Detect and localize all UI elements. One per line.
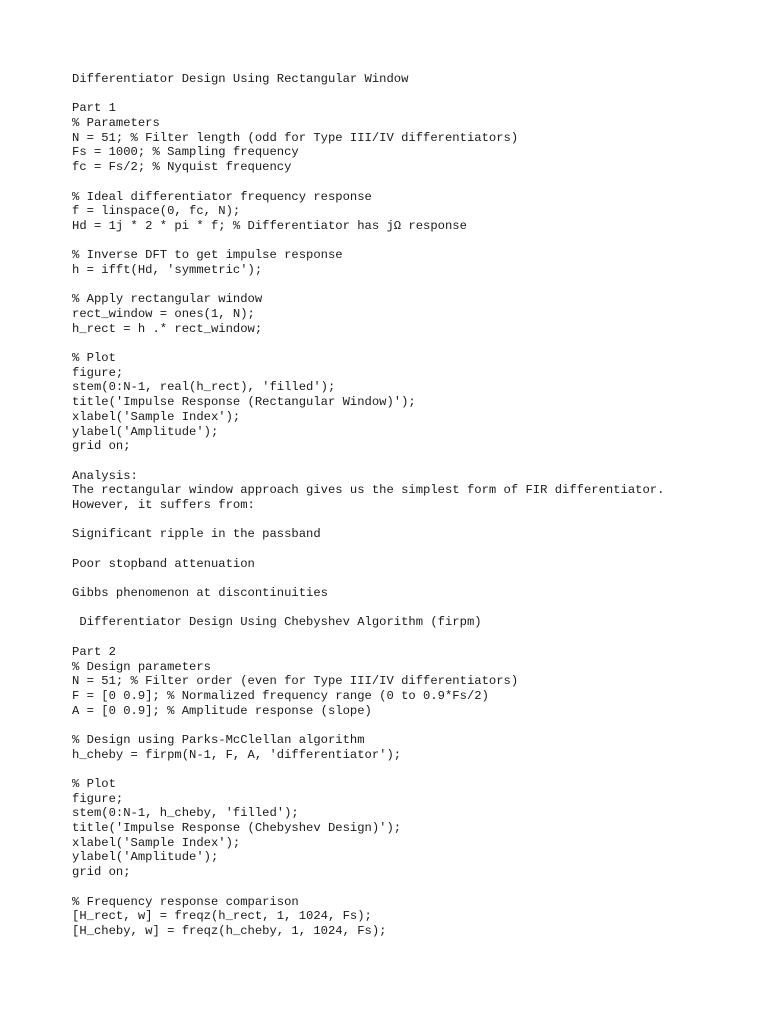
text-line: % Apply rectangular window: [72, 292, 263, 307]
text-line: % Design using Parks-McClellan algorithm: [72, 732, 365, 747]
blank-line: [72, 718, 732, 733]
text-line: [H_cheby, w] = freqz(h_cheby, 1, 1024, Fs);: [72, 923, 387, 938]
text-line: Part 1: [72, 101, 116, 116]
text-line: % Design parameters: [72, 659, 211, 674]
text-line: grid on;: [72, 865, 131, 880]
text-line: xlabel('Sample Index');: [72, 835, 241, 850]
text-line: stem(0:N-1, h_cheby, 'filled');: [72, 806, 299, 821]
blank-line: [72, 601, 732, 616]
text-line: title('Impulse Response (Chebyshev Design)');: [72, 821, 402, 836]
text-line: % Parameters: [72, 116, 160, 131]
text-line: ylabel('Amplitude');: [72, 850, 219, 865]
text-line: However, it suffers from:: [72, 497, 255, 512]
blank-line: [72, 454, 732, 469]
text-line: Poor stopband attenuation: [72, 556, 255, 571]
text-line: % Plot: [72, 777, 116, 791]
document-content: [72, 72, 732, 939]
text-line: N = 51; % Filter order (even for Type III/IV differentiators): [72, 674, 519, 689]
blank-line: [72, 630, 732, 645]
blank-line: [72, 880, 732, 895]
text-line: rect_window = ones(1, N);: [72, 307, 255, 321]
text-line: The rectangular window approach gives us the simplest form of FIR differentiator.: [72, 483, 665, 498]
blank-line: [72, 175, 732, 190]
text-line: Gibbs phenomenon at discontinuities: [72, 586, 328, 601]
text-line: Hd = 1j * 2 * pi * f; % Differentiator has jΩ response: [72, 218, 467, 233]
text-line: h_cheby = firpm(N-1, F, A, 'differentiator');: [72, 747, 402, 762]
blank-line: [72, 336, 732, 351]
text-line: Fs = 1000; % Sampling frequency: [72, 145, 299, 160]
text-line: h_rect = h .* rect_window;: [72, 321, 263, 336]
blank-line: [72, 542, 732, 557]
text-line: Analysis:: [72, 468, 138, 483]
text-line: xlabel('Sample Index');: [72, 409, 241, 424]
document-page: [72, 72, 732, 939]
text-line: [H_rect, w] = freqz(h_rect, 1, 1024, Fs);: [72, 909, 372, 924]
text-line: fc = Fs/2; % Nyquist frequency: [72, 160, 292, 175]
text-line: % Plot: [72, 351, 116, 366]
text-line: % Frequency response comparison: [72, 894, 299, 909]
blank-line: [72, 571, 732, 586]
blank-line: [72, 278, 732, 293]
text-line: Differentiator Design Using Rectangular Window: [72, 72, 409, 86]
text-line: ylabel('Amplitude');: [72, 424, 219, 439]
text-line: % Inverse DFT to get impulse response: [72, 248, 343, 263]
text-line: h = ifft(Hd, 'symmetric');: [72, 262, 263, 277]
blank-line: [72, 234, 732, 249]
text-line: Part 2: [72, 644, 116, 659]
text-line: figure;: [72, 791, 124, 806]
blank-line: [72, 87, 732, 102]
blank-line: [72, 513, 732, 528]
text-line: % Ideal differentiator frequency response: [72, 189, 372, 204]
text-line: Significant ripple in the passband: [72, 527, 321, 542]
blank-line: [72, 762, 732, 777]
text-line: f = linspace(0, fc, N);: [72, 204, 241, 219]
text-line: stem(0:N-1, real(h_rect), 'filled');: [72, 380, 336, 395]
text-line: A = [0 0.9]; % Amplitude response (slope): [72, 703, 372, 718]
text-line: title('Impulse Response (Rectangular Window)');: [72, 395, 416, 410]
text-line: Differentiator Design Using Chebyshev Algorithm (firpm): [72, 615, 482, 630]
text-line: N = 51; % Filter length (odd for Type III/IV differentiators): [72, 130, 519, 145]
text-line: figure;: [72, 365, 124, 380]
text-line: grid on;: [72, 439, 131, 454]
text-line: F = [0 0.9]; % Normalized frequency range (0 to 0.9*Fs/2): [72, 688, 489, 703]
